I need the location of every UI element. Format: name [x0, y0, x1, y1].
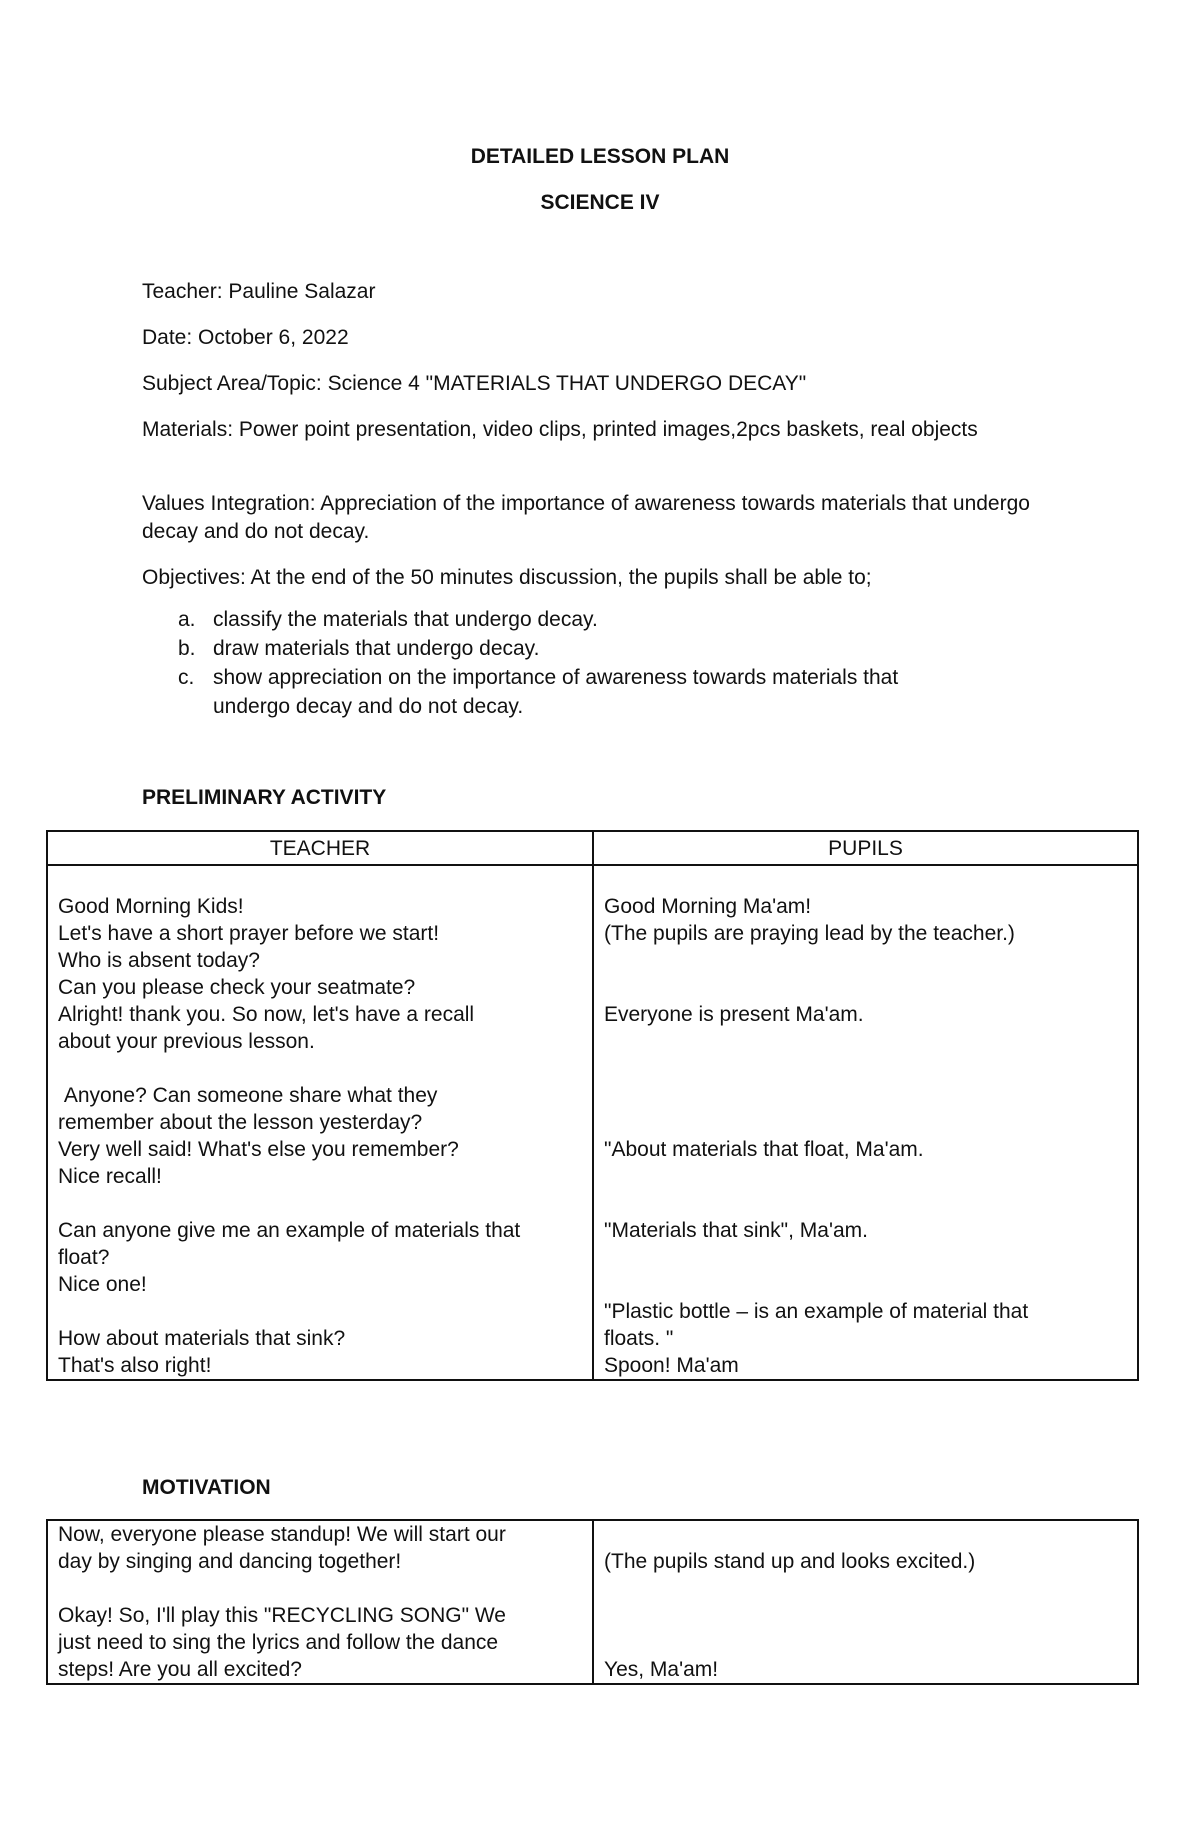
teacher-line: Who is absent today?	[58, 949, 260, 972]
preliminary-heading: PRELIMINARY ACTIVITY	[142, 786, 387, 809]
date-line: Date: October 6, 2022	[142, 326, 349, 349]
teacher-line: Okay! So, I'll play this "RECYCLING SONG" We	[58, 1604, 506, 1627]
teacher-line: steps! Are you all excited?	[58, 1658, 302, 1681]
pupil-line	[604, 1602, 1127, 1629]
pupil-line: floats. "	[604, 1327, 674, 1350]
objective-text: classify the materials that undergo decay.	[213, 608, 598, 631]
table-header-row	[47, 831, 1138, 865]
teacher-column-header: TEACHER	[47, 831, 593, 865]
teacher-line: Alright! thank you. So now, let's have a recall	[58, 1003, 475, 1026]
pupil-line	[604, 1629, 1127, 1656]
teacher-line: just need to sing the lyrics and follow the dance	[58, 1631, 499, 1654]
teacher-cell	[47, 1520, 593, 1684]
pupil-line	[604, 1163, 1127, 1190]
teacher-line: Can anyone give me an example of materials that	[58, 1219, 521, 1242]
pupil-line	[604, 1082, 1127, 1109]
teacher-line	[58, 1575, 582, 1602]
teacher-line: Teacher: Pauline Salazar	[142, 280, 376, 303]
pupil-line: Everyone is present Ma'am.	[604, 1003, 864, 1026]
teacher-line	[58, 1055, 582, 1082]
teacher-line: remember about the lesson yesterday?	[58, 1111, 423, 1134]
pupil-line	[604, 1028, 1127, 1055]
pupil-line	[604, 947, 1127, 974]
subject-line: Subject Area/Topic: Science 4 "MATERIALS THAT UNDERGO DECAY"	[142, 372, 807, 395]
pupil-line	[604, 1271, 1127, 1298]
pupil-line: "Plastic bottle – is an example of material that	[604, 1300, 1029, 1323]
objective-item	[142, 634, 1042, 663]
teacher-line: Good Morning Kids!	[58, 895, 244, 918]
materials-line: Materials: Power point presentation, video clips, printed images,2pcs baskets, real objects	[142, 418, 978, 441]
objective-marker: a.	[178, 608, 196, 631]
teacher-line	[58, 1298, 582, 1325]
objective-marker: c.	[178, 666, 195, 689]
teacher-line: Now, everyone please standup! We will start our	[58, 1523, 506, 1546]
teacher-line: How about materials that sink?	[58, 1327, 346, 1350]
teacher-line: about your previous lesson.	[58, 1030, 315, 1053]
pupil-line	[604, 1109, 1127, 1136]
teacher-line: Let's have a short prayer before we start!	[58, 922, 440, 945]
document-subtitle: SCIENCE IV	[540, 191, 660, 214]
pupil-line	[604, 1190, 1127, 1217]
pupil-line: "About materials that float, Ma'am.	[604, 1138, 924, 1161]
objective-text: draw materials that undergo decay.	[213, 637, 540, 660]
pupil-line	[604, 866, 1127, 893]
teacher-line: day by singing and dancing together!	[58, 1550, 402, 1573]
pupil-line: (The pupils are praying lead by the teacher.)	[604, 922, 1015, 945]
pupils-column-header: PUPILS	[593, 831, 1138, 865]
objective-text: show appreciation on the importance of awareness towards materials that undergo decay and do not decay.	[213, 666, 899, 718]
pupil-line	[604, 1575, 1127, 1602]
pupil-line	[604, 1521, 1127, 1548]
teacher-cell	[47, 865, 593, 1380]
teacher-line: Very well said! What's else you remember?	[58, 1138, 459, 1161]
teacher-line: Nice one!	[58, 1273, 147, 1296]
teacher-line: That's also right!	[58, 1354, 212, 1377]
pupil-line: Yes, Ma'am!	[604, 1658, 719, 1681]
teacher-line: Anyone? Can someone share what they	[58, 1084, 438, 1107]
motivation-table	[46, 1519, 1139, 1685]
objectives-list	[142, 605, 1042, 721]
objective-item	[142, 605, 1042, 634]
motivation-heading: MOTIVATION	[142, 1476, 271, 1499]
preliminary-table	[46, 830, 1139, 1381]
pupil-line: "Materials that sink", Ma'am.	[604, 1219, 868, 1242]
objective-item	[142, 663, 1042, 721]
teacher-line: Nice recall!	[58, 1165, 162, 1188]
pupils-cell	[593, 1520, 1138, 1684]
table-row	[47, 1520, 1138, 1684]
pupil-line: Spoon! Ma'am	[604, 1354, 739, 1377]
pupils-cell	[593, 865, 1138, 1380]
pupil-line: Good Morning Ma'am!	[604, 895, 812, 918]
pupil-line: (The pupils stand up and looks excited.)	[604, 1550, 976, 1573]
teacher-line	[58, 866, 582, 893]
objective-marker: b.	[178, 637, 196, 660]
pupil-line	[604, 1055, 1127, 1082]
table-row	[47, 865, 1138, 1380]
teacher-line: float?	[58, 1246, 110, 1269]
document-title: DETAILED LESSON PLAN	[470, 145, 730, 168]
values-line: Values Integration: Appreciation of the importance of awareness towards materials that undergo decay and do not decay.	[142, 492, 1030, 543]
pupil-line	[604, 974, 1127, 1001]
pupil-line	[604, 1244, 1127, 1271]
teacher-line: Can you please check your seatmate?	[58, 976, 416, 999]
objectives-intro: Objectives: At the end of the 50 minutes discussion, the pupils shall be able to;	[142, 566, 872, 589]
teacher-line	[58, 1190, 582, 1217]
